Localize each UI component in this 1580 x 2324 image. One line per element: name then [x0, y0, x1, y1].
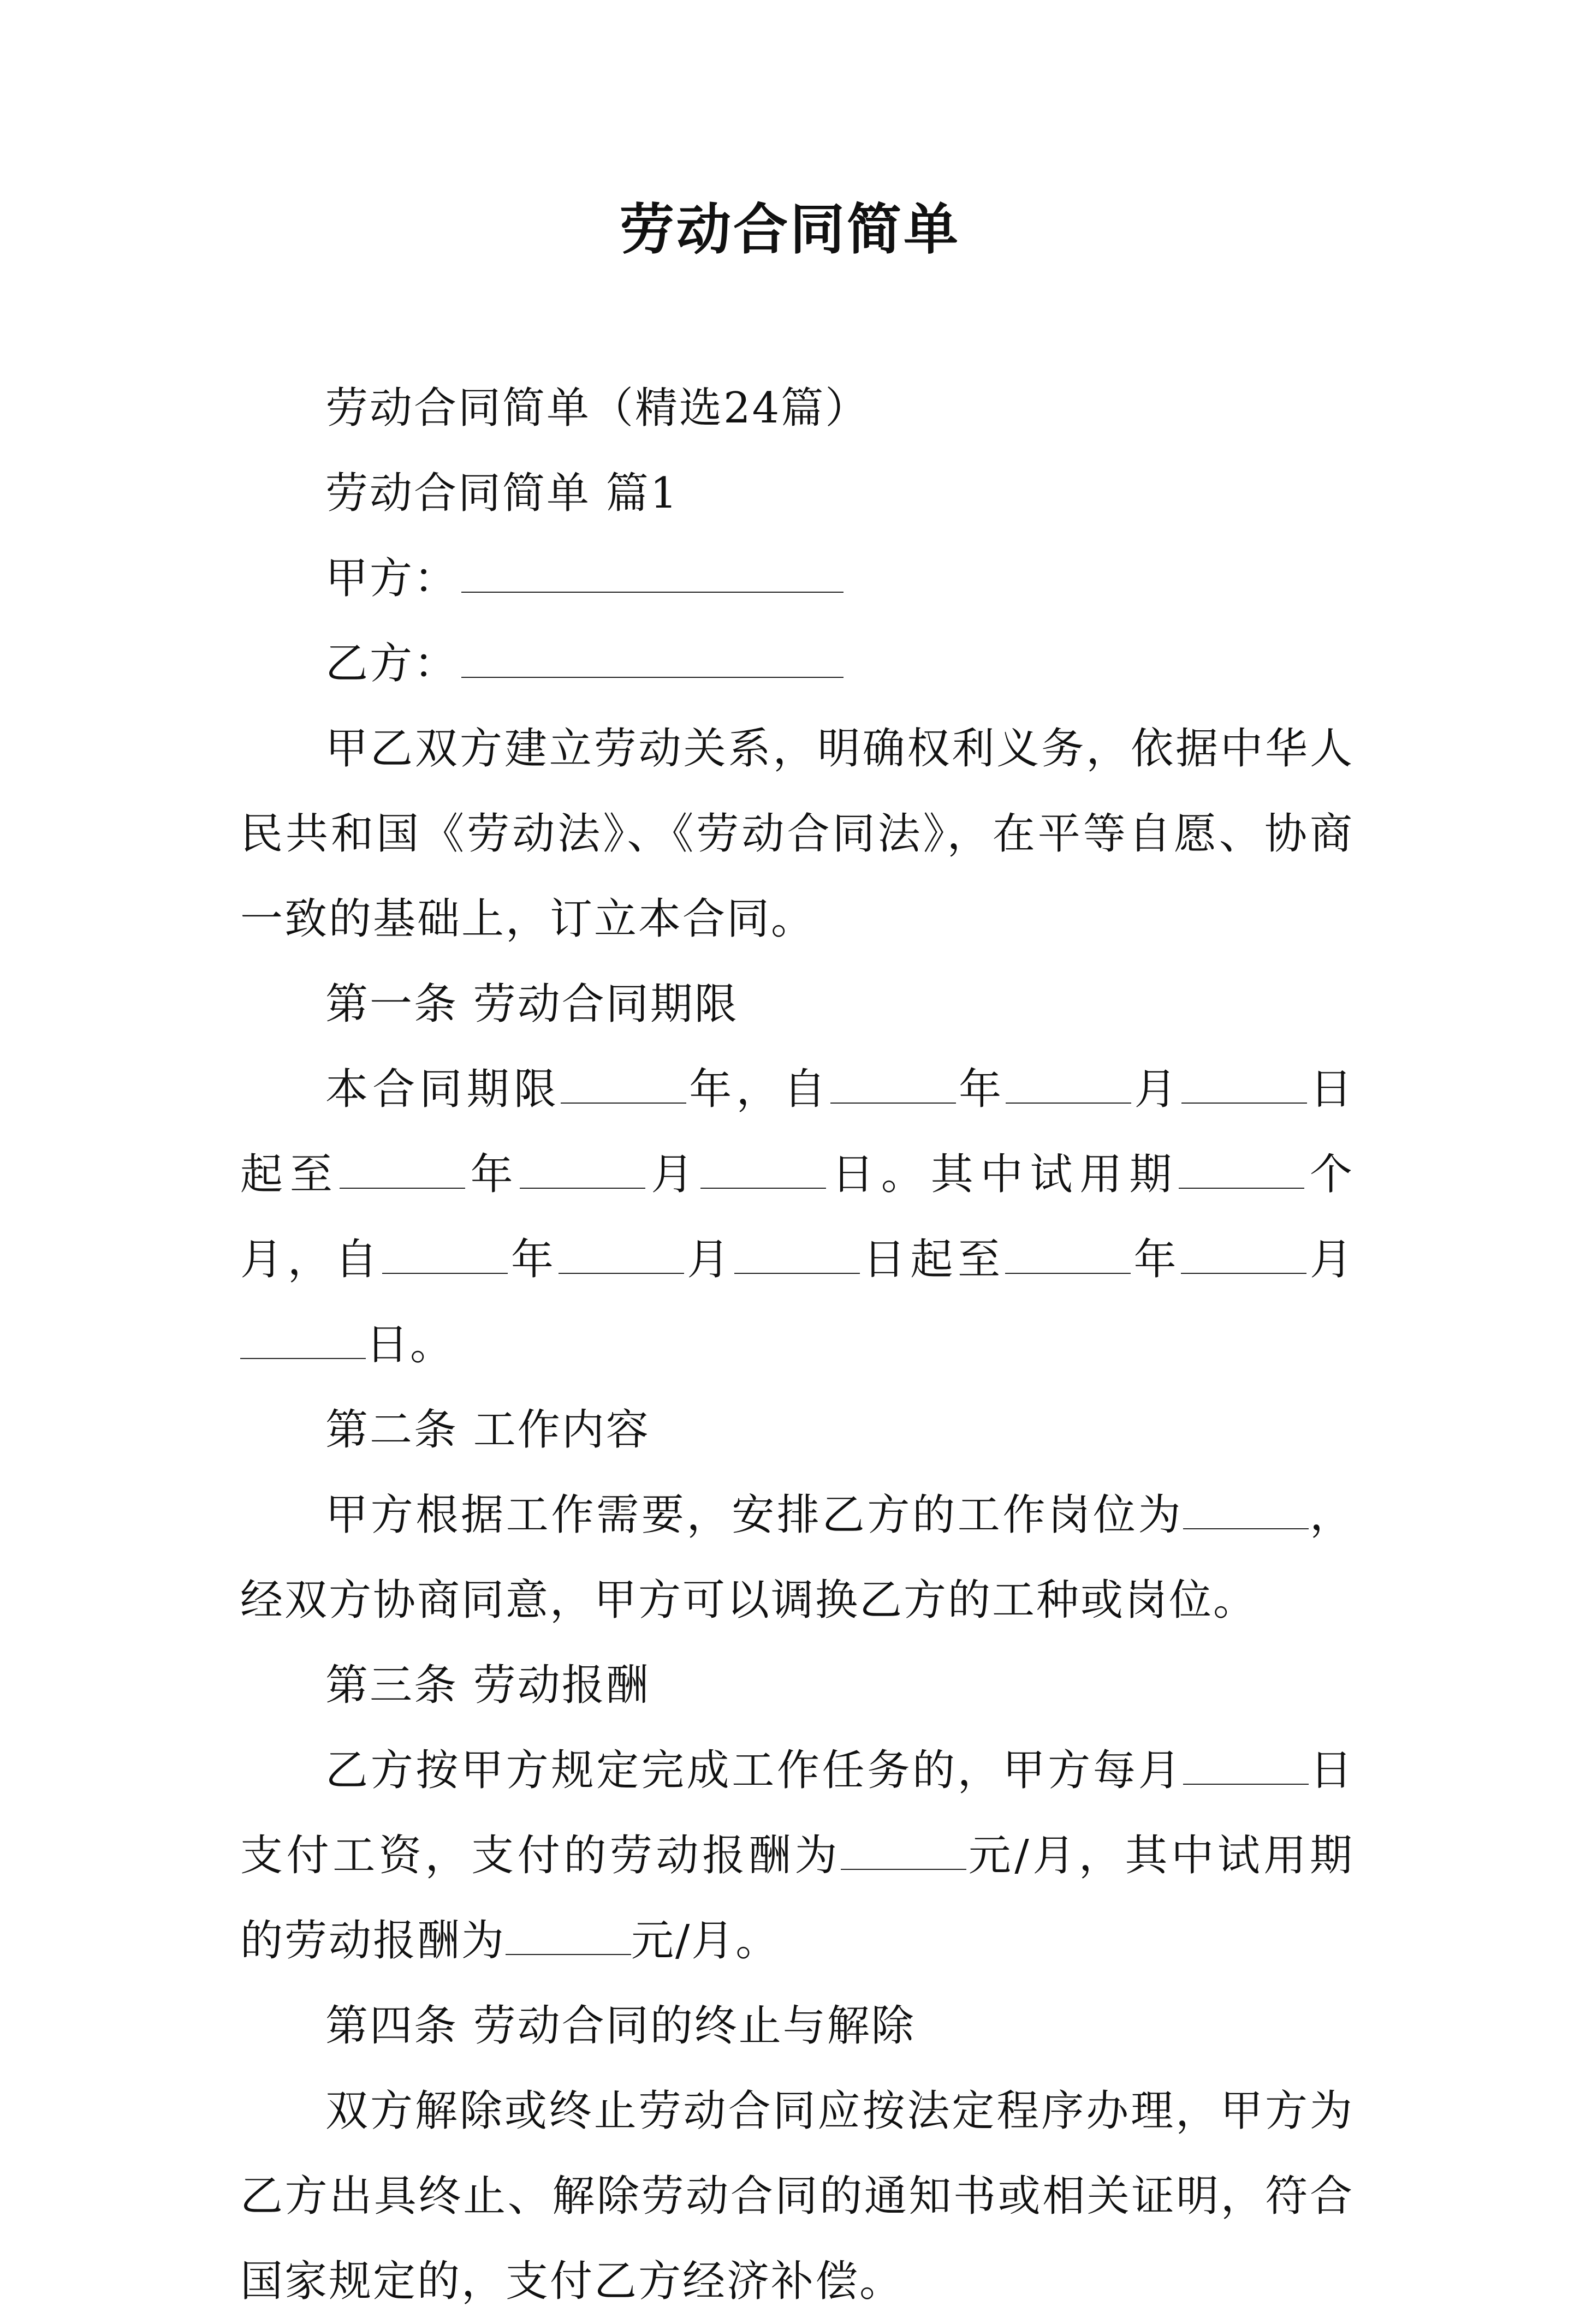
- blank-field[interactable]: [559, 1235, 684, 1274]
- article-1-text: 个月，自: [240, 1150, 1354, 1284]
- document-body: [240, 366, 1354, 2324]
- blank-field[interactable]: [1183, 1490, 1309, 1529]
- blank-field[interactable]: [830, 1064, 956, 1104]
- section-heading: 劳动合同简单 篇1: [325, 469, 679, 518]
- article-3-heading: 第三条 劳动报酬: [325, 1661, 650, 1710]
- party-a-line: [240, 536, 1354, 621]
- article-3-paragraph: [240, 1728, 1354, 1983]
- article-1-text: 日。: [366, 1320, 455, 1369]
- article-1-paragraph: [240, 1047, 1354, 1387]
- article-1-heading: 第一条 劳动合同期限: [325, 980, 739, 1029]
- blank-field[interactable]: [734, 1235, 860, 1274]
- article-1-text: 日。其中试用期: [826, 1150, 1179, 1199]
- blank-field[interactable]: [1179, 1149, 1304, 1189]
- article-1-text: 年，自: [686, 1065, 830, 1114]
- document-subtitle: 劳动合同简单（精选24篇）: [325, 384, 870, 433]
- article-1-text: 本合同期限: [325, 1065, 561, 1114]
- blank-field[interactable]: [700, 1149, 826, 1189]
- blank-field[interactable]: [841, 1831, 966, 1870]
- article-3-text: 元/月，其中试用期的劳动报酬为: [240, 1831, 1354, 1965]
- blank-field[interactable]: [382, 1235, 508, 1274]
- article-1-text: 月: [645, 1150, 701, 1199]
- article-2-text: ，经双方协商同意，甲方可以调换乙方的工种或岗位。: [240, 1491, 1354, 1625]
- article-1-text: 年: [1130, 1235, 1181, 1284]
- document-title: 劳动合同简单: [620, 197, 960, 261]
- blank-field[interactable]: [1183, 1745, 1309, 1785]
- blank-field[interactable]: [520, 1149, 645, 1189]
- party-b-line: [240, 621, 1354, 706]
- article-3-text: 日支付工资，支付的劳动报酬为: [240, 1746, 1354, 1880]
- article-1-text: 年: [508, 1235, 559, 1284]
- blank-field[interactable]: [1181, 1064, 1307, 1104]
- blank-field[interactable]: [1005, 1235, 1131, 1274]
- party-b-label: 乙方：: [325, 639, 459, 688]
- blank-field[interactable]: [240, 1320, 366, 1359]
- article-1-text: 月: [684, 1235, 734, 1284]
- blank-field[interactable]: [561, 1064, 686, 1104]
- blank-field[interactable]: [506, 1916, 631, 1955]
- article-4-paragraph: 双方解除或终止劳动合同应按法定程序办理，甲方为乙方出具终止、解除劳动合同的通知书或相关证明，符合国家规定的，支付乙方经济补偿。: [240, 2087, 1354, 2306]
- party-a-blank[interactable]: [461, 550, 844, 593]
- party-b-blank[interactable]: [461, 635, 844, 678]
- blank-field[interactable]: [1006, 1064, 1131, 1104]
- article-2-text: 甲方根据工作需要，安排乙方的工作岗位为: [325, 1491, 1184, 1540]
- article-2-heading: 第二条 工作内容: [325, 1405, 650, 1455]
- article-1-text: 年: [465, 1150, 520, 1199]
- party-a-label: 甲方：: [325, 554, 459, 603]
- article-1-text: 年: [955, 1065, 1006, 1114]
- article-3-text: 乙方按甲方规定完成工作任务的，甲方每月: [325, 1746, 1184, 1795]
- article-4-heading: 第四条 劳动合同的终止与解除: [325, 2001, 916, 2051]
- article-2-paragraph: [240, 1473, 1354, 1643]
- article-3-text: 元/月。: [631, 1916, 780, 1965]
- intro-paragraph: 甲乙双方建立劳动关系，明确权利义务，依据中华人民共和国《劳动法》、《劳动合同法》，在平等自愿、协商一致的基础上，订立本合同。: [240, 724, 1354, 944]
- article-1-text: 日起至: [859, 1235, 1005, 1284]
- article-1-text: 月: [1306, 1235, 1354, 1284]
- blank-field[interactable]: [340, 1149, 465, 1189]
- article-1-text: 日起至: [240, 1065, 1354, 1199]
- article-1-text: 月: [1131, 1065, 1181, 1114]
- blank-field[interactable]: [1181, 1235, 1306, 1274]
